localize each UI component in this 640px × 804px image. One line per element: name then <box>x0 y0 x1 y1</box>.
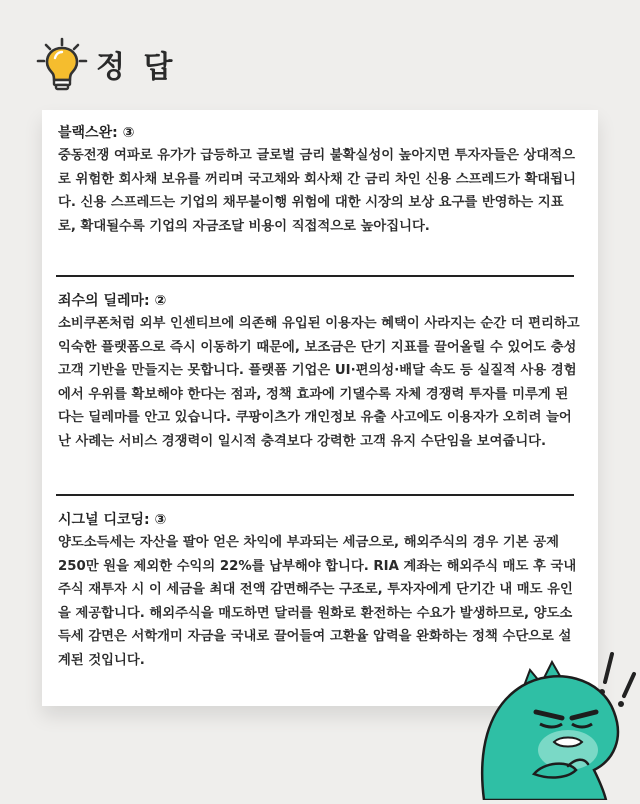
lightbulb-icon <box>34 36 90 92</box>
page-header <box>34 34 176 94</box>
answer-section-1 <box>58 122 580 238</box>
section-body: 중동전쟁 여파로 유가가 급등하고 글로벌 금리 불확실성이 높아지면 투자자들은 상대적으로 위험한 회사채 보유를 꺼리며 국고채와 회사채 간 금리 차인 신용 스프레드가 확대됩니다. 신용 스프레드는 기업의 채무불이행 위험에 대한 시장의 보상 요구를 반영하는 지표로, 확대될수록 기업의 자금조달 비용이 직접적으로 높아집니다. <box>58 148 576 234</box>
section-divider <box>56 494 574 496</box>
answer-section-2 <box>58 290 580 454</box>
section-divider <box>56 275 574 277</box>
answer-card <box>42 110 598 706</box>
dinosaur-mascot <box>464 634 640 800</box>
section-body: 양도소득세는 자산을 팔아 얻은 차익에 부과되는 세금으로, 해외주식의 경우 기본 공제 250만 원을 제외한 수익의 22%를 납부해야 합니다. RIA 계좌는 해외주식 매도 후 국내 주식 재투자 시 이 세금을 최대 전액 감면해주는 구조로, 투자자에게 단기간 내 매도 유인을 제공합니다. 해외주식을 매도하면 달러를 원화로 환전하는 수요가 발생하므로, 양도소득세 감면은 서학개미 자금을 국내로 끌어들여 고환율 압력을 완화하는 정책 수단으로 설계된 것입니다. <box>58 535 577 668</box>
section-title: 시그널 디코딩: ③ <box>58 512 167 528</box>
section-title: 블랙스완: ③ <box>58 125 135 141</box>
section-title: 죄수의 딜레마: ② <box>58 293 167 309</box>
section-body: 소비쿠폰처럼 외부 인센티브에 의존해 유입된 이용자는 혜택이 사라지는 순간 더 편리하고 익숙한 플랫폼으로 즉시 이동하기 때문에, 보조금은 단기 지표를 끌어올릴 수 있어도 충성 고객 기반을 만들지는 못합니다. 플랫폼 기업은 UI·편의성·배달 속도 등 실질적 사용 경험에서 우위를 확보해야 한다는 점과, 정책 효과에 기댈수록 자체 경쟁력 투자를 미루게 된다는 딜레마를 안고 있습니다. 쿠팡이츠가 개인정보 유출 사고에도 이용자가 오히려 늘어난 사례는 서비스 경쟁력이 일시적 충격보다 강력한 고객 유지 수단임을 보여줍니다. <box>58 316 580 449</box>
page-title: 정 답 <box>96 50 177 85</box>
